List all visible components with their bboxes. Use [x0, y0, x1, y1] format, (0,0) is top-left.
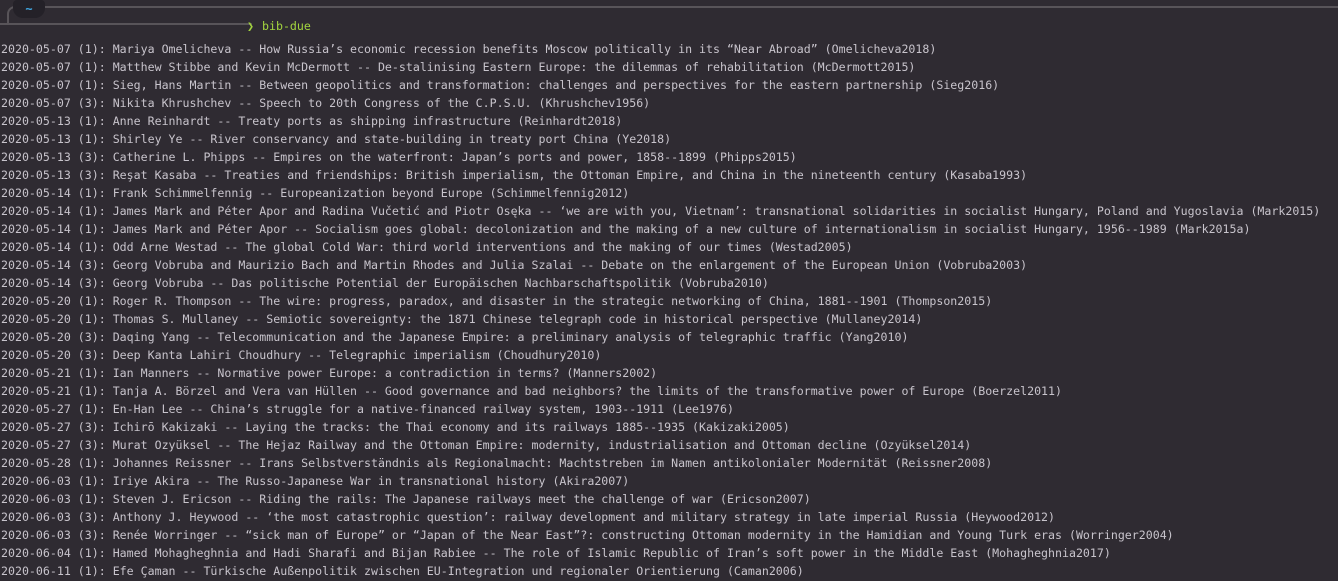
reading-count: (1): — [70, 42, 113, 56]
due-date: 2020-06-11 — [1, 564, 71, 579]
due-date: 2020-05-07 — [1, 42, 71, 56]
reading-count: (3): — [70, 420, 113, 435]
reading-count: (3): — [70, 150, 113, 165]
reading-count: (1): — [70, 564, 113, 579]
reading-count: (1): — [70, 132, 113, 147]
bib-entry-line — [1, 184, 1338, 202]
reading-count: (1): — [70, 240, 113, 255]
bib-entry-line — [1, 274, 1338, 292]
reading-count: (3): — [70, 348, 113, 363]
bib-entry-text: Iriye Akira -- The Russo-Japanese War in transnational history (Akira2007) — [112, 474, 630, 489]
bib-entry-text: Tanja A. Börzel and Vera van Hüllen -- Good governance and bad neighbors? the limits of the transformative power of Europe (Boerzel2011) — [112, 384, 1062, 399]
bib-entry-text: Georg Vobruba and Maurizio Bach and Martin Rhodes and Julia Szalai -- Debate on the enlargement of the European Union (Vobruba2003) — [112, 258, 1028, 273]
reading-count: (1): — [70, 60, 113, 75]
bib-entry-text: En-Han Lee -- China’s struggle for a native-financed railway system, 1903--1911 (Lee1976) — [112, 402, 734, 417]
reading-count: (3): — [70, 438, 113, 453]
shell-prompt — [0, 0, 1338, 40]
reading-count: (3): — [70, 330, 113, 345]
due-date: 2020-05-27 — [1, 438, 71, 453]
bib-entry-line — [1, 130, 1338, 148]
bib-entry-line — [1, 346, 1338, 364]
bib-entry-line — [1, 76, 1338, 94]
bib-entry-text: Matthew Stibbe and Kevin McDermott -- De-stalinising Eastern Europe: the dilemmas of rehabilitation (McDermott2015) — [112, 60, 916, 75]
due-date: 2020-05-21 — [1, 366, 71, 381]
bib-entry-line — [1, 508, 1338, 526]
due-date: 2020-05-14 — [1, 240, 71, 255]
reading-count: (1): — [70, 546, 113, 561]
bib-entry-line — [1, 58, 1338, 76]
bib-entry-line — [1, 166, 1338, 184]
reading-count: (3): — [70, 510, 113, 525]
due-date: 2020-05-14 — [1, 186, 71, 201]
prompt-second-rule — [0, 23, 252, 25]
reading-count: (3): — [70, 528, 113, 543]
bib-entry-line — [1, 328, 1338, 346]
due-date: 2020-05-14 — [1, 258, 71, 273]
bib-entry-line — [1, 436, 1338, 454]
reading-count: (1): — [70, 384, 113, 399]
reading-count: (1): — [70, 456, 113, 471]
due-date: 2020-06-03 — [1, 510, 71, 525]
bib-entry-text: Renée Worringer -- “sick man of Europe” or “Japan of the Near East”?: constructing Ottoman modernity in the Hamidian and Young Turk eras (Worringer2004) — [112, 528, 1174, 543]
bib-entry-line — [1, 400, 1338, 418]
bib-entry-text: Steven J. Ericson -- Riding the rails: The Japanese railways meet the challenge of war (Ericson2007) — [112, 492, 811, 507]
due-date: 2020-05-13 — [1, 150, 71, 165]
bib-entry-line — [1, 382, 1338, 400]
bib-entry-line — [1, 490, 1338, 508]
reading-count: (1): — [70, 312, 113, 327]
bib-entry-line — [1, 418, 1338, 436]
bib-entry-text: Ian Manners -- Normative power Europe: a contradiction in terms? (Manners2002) — [112, 366, 658, 381]
due-date: 2020-05-20 — [1, 330, 71, 345]
bib-entry-text: James Mark and Péter Apor -- Socialism goes global: decolonization and the making of a new culture of internationalism in socialist Hungary, 1956--1989 (Mark2015a) — [112, 222, 1251, 237]
prompt-arrow-icon: ❯ — [247, 19, 254, 33]
bib-entry-text: Hamed Mohagheghnia and Hadi Sharafi and Bijan Rabiee -- The role of Islamic Republic of Iran’s soft power in the Middle East (Mohagheghnia2017) — [112, 546, 1111, 561]
reading-count: (1): — [70, 114, 113, 129]
bib-entry-text: Daqing Yang -- Telecommunication and the Japanese Empire: a preliminary analysis of telegraphic traffic (Yang2010) — [112, 330, 909, 345]
reading-count: (1): — [70, 222, 113, 237]
due-date: 2020-05-21 — [1, 384, 71, 399]
prompt-connector-line — [7, 6, 1338, 23]
bib-entry-line — [1, 94, 1338, 112]
due-date: 2020-05-13 — [1, 168, 71, 183]
bib-entry-text: Roger R. Thompson -- The wire: progress, paradox, and disaster in the strategic networking of China, 1881--1901 (Thompson2015) — [112, 294, 993, 309]
due-date: 2020-05-07 — [1, 96, 71, 111]
bib-entry-line — [1, 112, 1338, 130]
bib-entry-line — [1, 148, 1338, 166]
bib-entry-text: Nikita Khrushchev -- Speech to 20th Congress of the C.P.S.U. (Khrushchev1956) — [112, 96, 651, 111]
cwd-label: ~ — [25, 2, 33, 16]
bib-entry-line — [1, 40, 1338, 58]
reading-count: (1): — [70, 78, 113, 93]
due-date: 2020-05-14 — [1, 276, 71, 291]
bib-entry-text: Murat Ozyüksel -- The Hejaz Railway and the Ottoman Empire: modernity, industrialisation and Ottoman decline (Ozyüksel2014) — [112, 438, 972, 453]
bib-entry-text: Shirley Ye -- River conservancy and state-building in treaty port China (Ye2018) — [112, 132, 672, 147]
due-date: 2020-05-20 — [1, 312, 71, 327]
due-date: 2020-06-03 — [1, 474, 71, 489]
due-date: 2020-06-03 — [1, 492, 71, 507]
due-date: 2020-05-20 — [1, 348, 71, 363]
bib-entry-line — [1, 202, 1338, 220]
bib-entry-text: Ichirō Kakizaki -- Laying the tracks: the Thai economy and its railways 1885--1935 (Kakizaki2005) — [112, 420, 790, 435]
reading-count: (1): — [70, 402, 113, 417]
bib-entry-line — [1, 544, 1338, 562]
due-date: 2020-06-03 — [1, 528, 71, 543]
bib-entry-text: Catherine L. Phipps -- Empires on the waterfront: Japan’s ports and power, 1858--1899 (Phipps2015) — [112, 150, 797, 165]
reading-count: (3): — [70, 276, 113, 291]
bib-entry-text: Efe Çaman -- Türkische Außenpolitik zwischen EU-Integration und regionaler Orientierung (Caman2006) — [112, 564, 804, 579]
bib-entry-text: Odd Arne Westad -- The global Cold War: third world interventions and the making of our times (Westad2005) — [112, 240, 853, 255]
reading-count: (1): — [70, 366, 113, 381]
due-date: 2020-05-13 — [1, 132, 71, 147]
bib-entry-line — [1, 220, 1338, 238]
bib-entry-line — [1, 292, 1338, 310]
bib-entry-text: Frank Schimmelfennig -- Europeanization beyond Europe (Schimmelfennig2012) — [112, 186, 630, 201]
bib-entry-line — [1, 526, 1338, 544]
bib-entry-line — [1, 454, 1338, 472]
bib-entry-text: Mariya Omelicheva -- How Russia’s economic recession benefits Moscow politically in its “Near Abroad” (Omelicheva2018) — [112, 42, 937, 56]
bib-entry-text: Georg Vobruba -- Das politische Potential der Europäischen Nachbarschaftspolitik (Vobruba2010) — [112, 276, 769, 291]
bib-entry-text: Thomas S. Mullaney -- Semiotic sovereignty: the 1871 Chinese telegraph code in historical perspective (Mullaney2014) — [112, 312, 923, 327]
bib-entry-line — [1, 562, 1338, 580]
reading-count: (3): — [70, 96, 113, 111]
due-date: 2020-05-20 — [1, 294, 71, 309]
due-date: 2020-05-14 — [1, 204, 71, 219]
due-date: 2020-05-27 — [1, 402, 71, 417]
due-date: 2020-05-14 — [1, 222, 71, 237]
bib-entry-line — [1, 256, 1338, 274]
reading-count: (1): — [70, 492, 113, 507]
bib-entry-line — [1, 238, 1338, 256]
reading-count: (1): — [70, 294, 113, 309]
bib-entry-text: Sieg, Hans Martin -- Between geopolitics and transformation: challenges and perspectives for the eastern partnership (Sieg2016) — [112, 78, 1000, 93]
due-date: 2020-06-04 — [1, 546, 71, 561]
bib-entry-text: Deep Kanta Lahiri Choudhury -- Telegraphic imperialism (Choudhury2010) — [112, 348, 602, 363]
reading-count: (1): — [70, 204, 113, 219]
cwd-badge — [13, 0, 45, 18]
bib-entry-line — [1, 364, 1338, 382]
due-date: 2020-05-07 — [1, 60, 71, 75]
bib-due-output — [0, 40, 1338, 580]
bib-entry-line — [1, 472, 1338, 490]
bib-entry-text: Anne Reinhardt -- Treaty ports as shipping infrastructure (Reinhardt2018) — [112, 114, 623, 129]
due-date: 2020-05-07 — [1, 78, 71, 93]
bib-entry-text: James Mark and Péter Apor and Radina Vučetić and Piotr Osęka -- ‘we are with you, Vietnam’: transnational solidarities in socialist Hungary, Poland and Yugoslavia (Mark2015) — [112, 204, 1321, 219]
due-date: 2020-05-28 — [1, 456, 71, 471]
bib-entry-text: Reşat Kasaba -- Treaties and friendships: British imperialism, the Ottoman Empire, and China in the nineteenth century (Kasaba1993) — [112, 168, 1028, 183]
bib-entry-text: Anthony J. Heywood -- ‘the most catastrophic question’: railway development and military strategy in late imperial Russia (Heywood2012) — [112, 510, 1056, 525]
bib-entry-line — [1, 310, 1338, 328]
reading-count: (3): — [70, 168, 113, 183]
due-date: 2020-05-13 — [1, 114, 71, 129]
command-text: bib-due — [262, 19, 311, 33]
reading-count: (1): — [70, 474, 113, 489]
bib-entry-text: Johannes Reissner -- Irans Selbstverständnis als Regionalmacht: Machtstreben im Namen antikolonialer Modernität (Reissner2008) — [112, 456, 993, 471]
due-date: 2020-05-27 — [1, 420, 71, 435]
reading-count: (3): — [70, 258, 113, 273]
reading-count: (1): — [70, 186, 113, 201]
